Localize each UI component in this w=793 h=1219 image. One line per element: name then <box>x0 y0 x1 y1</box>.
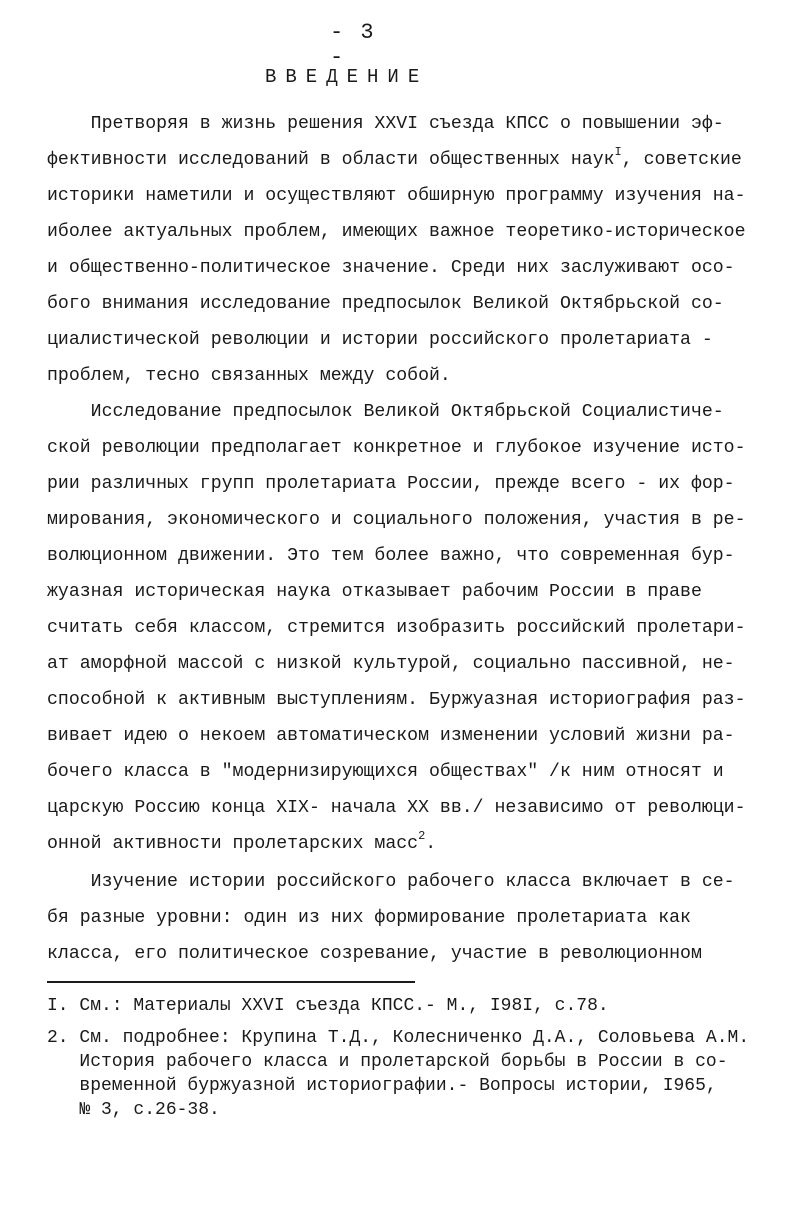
footnote: временной буржуазной историографии.- Вопросы истории, I965, <box>47 1076 717 1096</box>
footnote: 2. См. подробнее: Крупина Т.Д., Колесниченко Д.А., Соловьева А.М. <box>47 1028 750 1048</box>
footnote: № 3, с.26-38. <box>47 1100 220 1120</box>
body-line: Изучение истории российского рабочего класса включает в се- <box>47 872 735 892</box>
footnote: I. См.: Материалы XXVI съезда КПСС.- М., I98I, с.78. <box>47 996 609 1016</box>
body-line: Исследование предпосылок Великой Октябрьской Социалистиче- <box>47 402 724 422</box>
footnote-mark: 2 <box>418 828 426 843</box>
body-line: вивает идею о некоем автоматическом изменении условий жизни ра- <box>47 726 735 746</box>
body-line: проблем, тесно связанных между собой. <box>47 366 451 386</box>
page-title: ВВЕДЕНИЕ <box>265 66 429 88</box>
body-line: циалистической революции и истории российского пролетариата - <box>47 330 713 350</box>
body-line: царскую Россию конца XIX- начала XX вв./ независимо от революци- <box>47 798 746 818</box>
body-line: иболее актуальных проблем, имеющих важное теоретико-историческое <box>47 222 746 242</box>
body-line: бочего класса в "модернизирующихся обществах" /к ним относят и <box>47 762 724 782</box>
body-line: класса, его политическое созревание, участие в революционном <box>47 944 702 964</box>
body-line: бого внимания исследование предпосылок Великой Октябрьской со- <box>47 294 724 314</box>
footnote: История рабочего класса и пролетарской борьбы в России в со- <box>47 1052 728 1072</box>
footnote-divider <box>47 981 415 983</box>
body-line: способной к активным выступлениям. Буржуазная историография раз- <box>47 690 746 710</box>
body-line: ской революции предполагает конкретное и глубокое изучение исто- <box>47 438 746 458</box>
body-line: ат аморфной массой с низкой культурой, социально пассивной, не- <box>47 654 735 674</box>
page-number: - 3 - <box>330 20 376 70</box>
footnote-mark: I <box>614 144 622 159</box>
body-line: Претворяя в жизнь решения XXVI съезда КПСС о повышении эф- <box>47 114 724 134</box>
body-line: бя разные уровни: один из них формирование пролетариата как <box>47 908 691 928</box>
body-line: волюционном движении. Это тем более важно, что современная бур- <box>47 546 735 566</box>
body-line: и общественно-политическое значение. Среди них заслуживают осо- <box>47 258 735 278</box>
body-line: рии различных групп пролетариата России, прежде всего - их фор- <box>47 474 735 494</box>
body-line: фективности исследований в области общественных наук$^I$, советские <box>47 144 742 170</box>
body-line: мирования, экономического и социального положения, участия в ре- <box>47 510 746 530</box>
body-line: онной активности пролетарских масс$^2$. <box>47 828 437 854</box>
body-line: считать себя классом, стремится изобразить российский пролетари- <box>47 618 746 638</box>
body-line: историки наметили и осуществляют обширную программу изучения на- <box>47 186 746 206</box>
body-line: жуазная историческая наука отказывает рабочим России в праве <box>47 582 702 602</box>
